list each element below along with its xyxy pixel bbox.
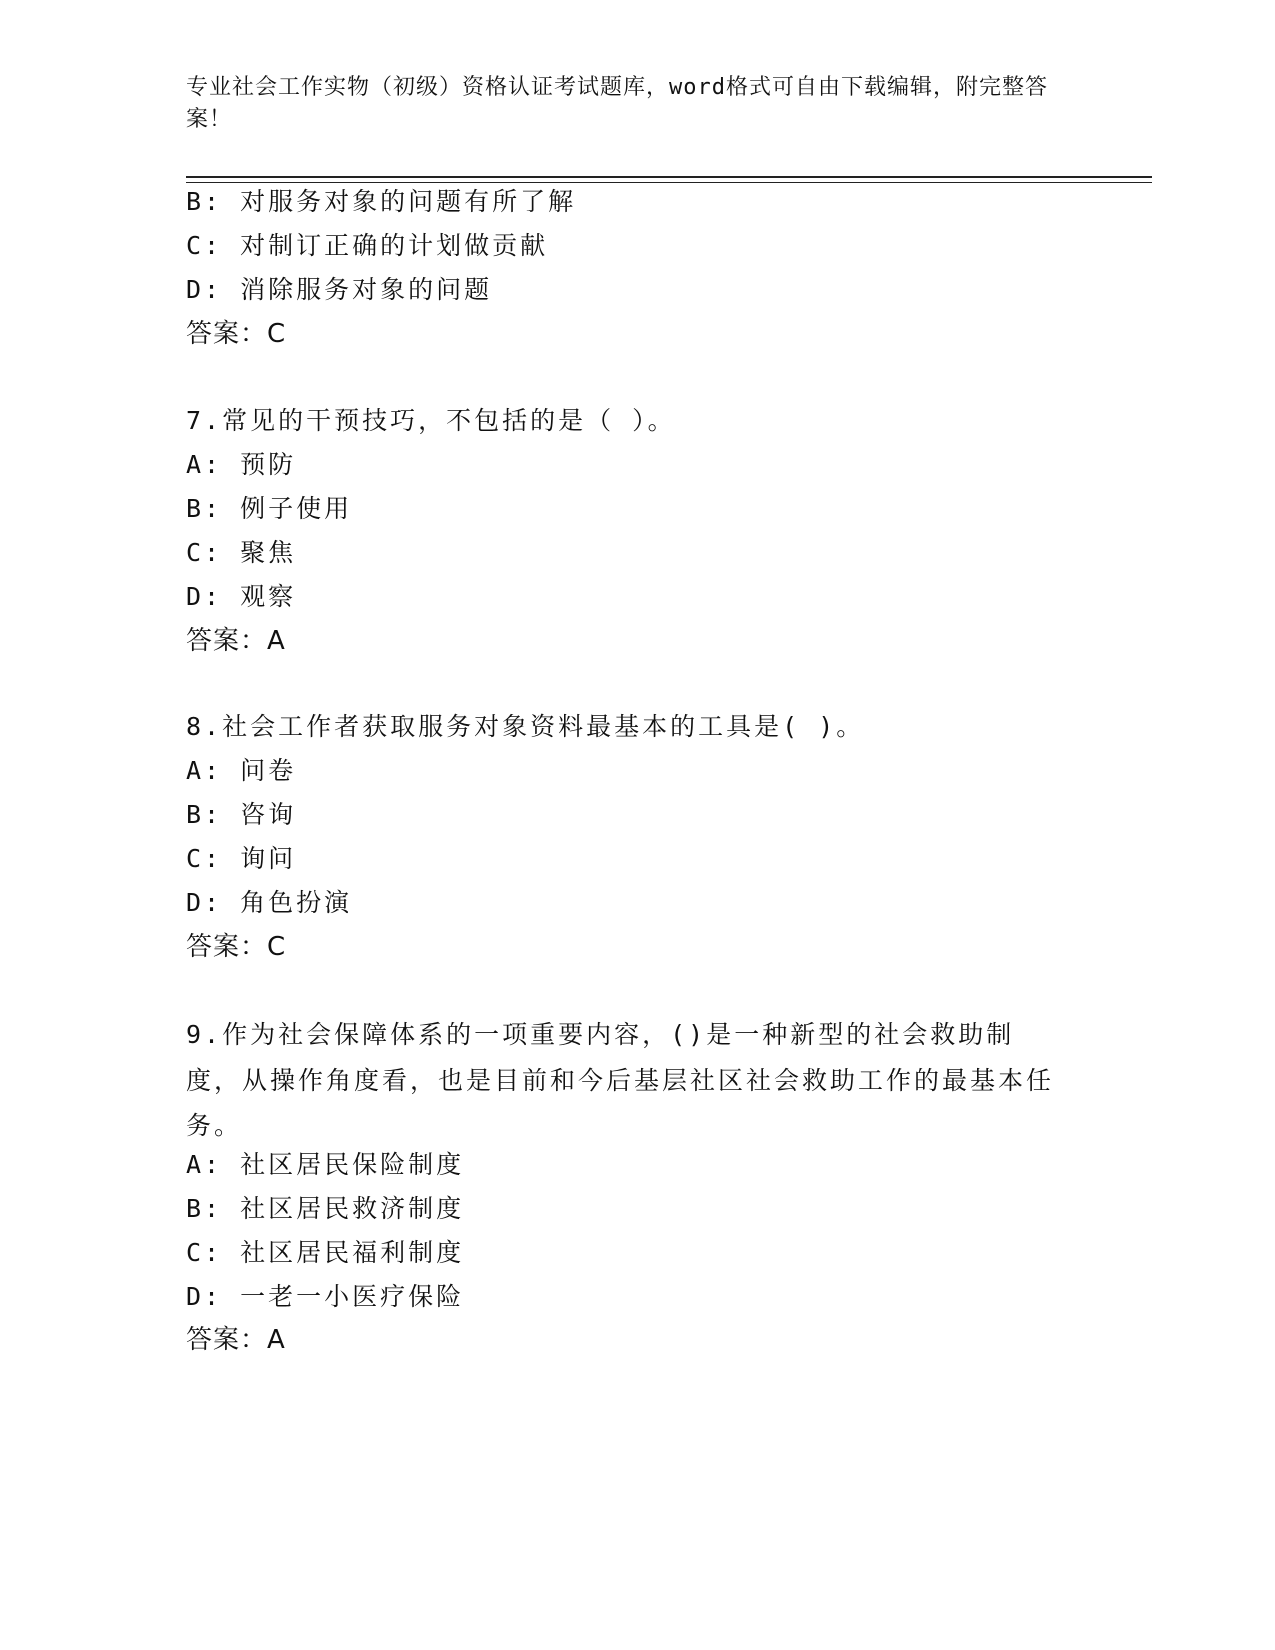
option-b: B: 咨询 — [186, 800, 297, 829]
option-c: C: 询问 — [186, 844, 297, 873]
option-c: C: 聚焦 — [186, 538, 297, 567]
option-b: B: 对服务对象的问题有所了解 — [186, 187, 577, 216]
document-header: 专业社会工作实物（初级）资格认证考试题库，word格式可自由下载编辑，附完整答案！ — [186, 75, 1048, 132]
header-divider-thick — [186, 176, 1152, 178]
answer-line: 答案：C — [186, 932, 287, 962]
option-a: A: 社区居民保险制度 — [186, 1150, 465, 1179]
answer-line: 答案：C — [186, 319, 287, 349]
option-a: A: 预防 — [186, 450, 297, 479]
option-d: D: 一老一小医疗保险 — [186, 1282, 465, 1311]
option-a: A: 问卷 — [186, 756, 297, 785]
option-b: B: 社区居民救济制度 — [186, 1194, 465, 1223]
question-text: 9.作为社会保障体系的一项重要内容，()是一种新型的社会救助制度，从操作角度看，也是目前和今后基层社区社会救助工作的最基本任务。 — [186, 1020, 1055, 1140]
option-c: C: 社区居民福利制度 — [186, 1238, 465, 1267]
answer-line: 答案：A — [186, 1325, 286, 1355]
option-c: C: 对制订正确的计划做贡献 — [186, 231, 549, 260]
option-d: D: 观察 — [186, 582, 297, 611]
option-d: D: 角色扮演 — [186, 888, 353, 917]
option-d: D: 消除服务对象的问题 — [186, 275, 493, 304]
answer-line: 答案：A — [186, 626, 286, 656]
question-text: 8.社会工作者获取服务对象资料最基本的工具是( )。 — [186, 712, 865, 741]
question-text: 7.常见的干预技巧，不包括的是（ ）。 — [186, 406, 676, 435]
header-divider-thin — [186, 182, 1152, 183]
option-b: B: 例子使用 — [186, 494, 353, 523]
